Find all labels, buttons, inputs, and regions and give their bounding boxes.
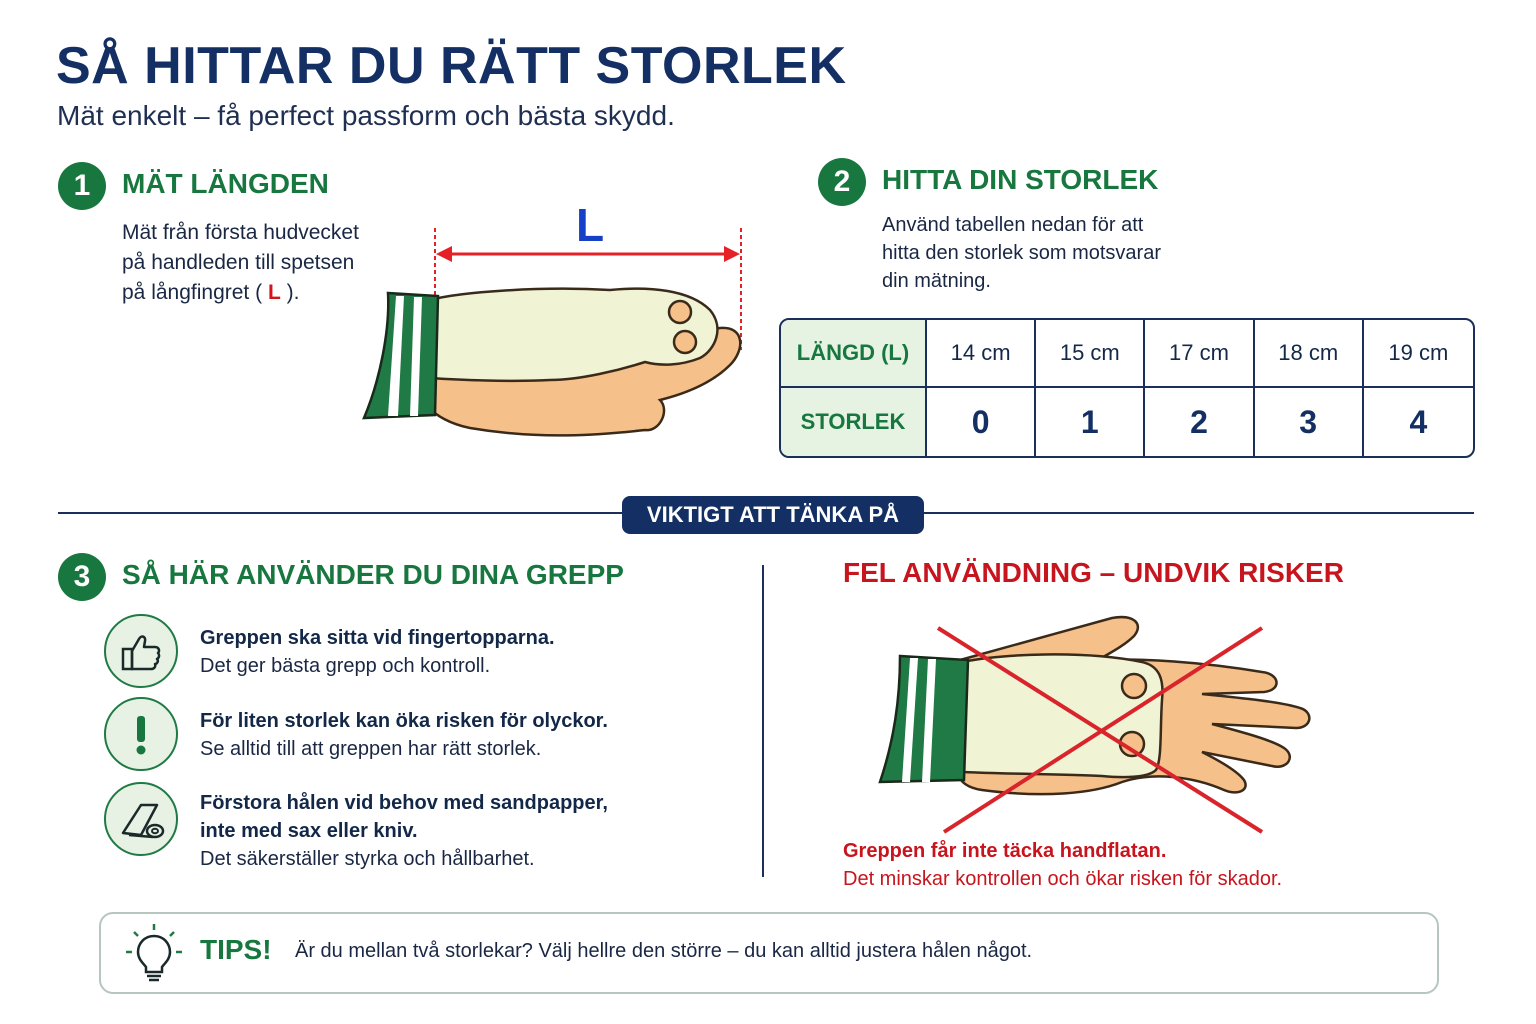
lightbulb-icon	[124, 922, 184, 984]
row-header-length: LÄNGD (L)	[781, 320, 927, 388]
sandpaper-roll-icon	[104, 782, 178, 856]
tip-item-1	[200, 624, 555, 680]
step-3-badge: 3	[58, 553, 106, 601]
measure-arrow-left	[436, 246, 452, 262]
tip-item-3-text: Det säkerställer styrka och hållbarhet.	[200, 848, 535, 870]
size-cell: 2	[1145, 388, 1254, 456]
grip-on-palm	[962, 654, 1162, 777]
tips-label: TIPS!	[200, 934, 272, 965]
measure-label-l: L	[576, 199, 605, 251]
length-cell: 15 cm	[1036, 320, 1145, 388]
step-3-title: SÅ HÄR ANVÄNDER DU DINA GREPP	[122, 559, 624, 590]
step-2-line-3: din mätning.	[882, 270, 991, 292]
step-2-badge: 2	[818, 158, 866, 206]
section-pill: VIKTIGT ATT TÄNKA PÅ	[622, 496, 924, 534]
tip-item-3-bold-2: inte med sax eller kniv.	[200, 820, 418, 842]
column-divider	[762, 565, 764, 877]
step-1-badge: 1	[58, 162, 106, 210]
tip-item-2-bold: För liten storlek kan öka risken för olyckor.	[200, 710, 608, 732]
wrong-use-illustration	[872, 610, 1312, 840]
exclamation-icon	[104, 697, 178, 771]
grip-hole-1	[669, 301, 691, 323]
step-2-line-2: hitta den storlek som motsvarar	[882, 242, 1161, 264]
thumbs-up-icon	[104, 614, 178, 688]
length-cell: 18 cm	[1255, 320, 1364, 388]
hand-measure-illustration	[360, 200, 760, 450]
length-cell: 17 cm	[1145, 320, 1254, 388]
measure-arrow-right	[724, 246, 740, 262]
length-cell: 14 cm	[927, 320, 1036, 388]
size-cell: 1	[1036, 388, 1145, 456]
grip-hole-2	[674, 331, 696, 353]
tip-item-3-bold: Förstora hålen vid behov med sandpapper,	[200, 792, 608, 814]
length-cell: 19 cm	[1364, 320, 1473, 388]
tips-text: Är du mellan två storlekar? Välj hellre den större – du kan alltid justera hålen något.	[295, 940, 1033, 962]
size-cell: 4	[1409, 403, 1428, 440]
wrong-use-warning: Greppen får inte täcka handflatan.	[843, 840, 1167, 862]
step-2-description	[882, 211, 1161, 295]
size-table	[779, 318, 1475, 458]
tip-item-1-text: Det ger bästa grepp och kontroll.	[200, 655, 491, 677]
step-1-line-3	[122, 278, 359, 308]
tip-item-3	[200, 789, 608, 873]
tip-item-2	[200, 707, 608, 763]
tip-item-2-text: Se alltid till att greppen har rätt storlek.	[200, 738, 542, 760]
wrong-use-text: Det minskar kontrollen och ökar risken för skador.	[843, 868, 1283, 890]
size-cell: 0	[927, 388, 1036, 456]
page-subtitle: Mät enkelt – få perfect passform och bästa skydd.	[57, 100, 675, 131]
wrong-use-title: FEL ANVÄNDNING – UNDVIK RISKER	[843, 557, 1344, 588]
step-1-line-3-pre: på långfingret (	[122, 281, 268, 304]
page-title: SÅ HITTAR DU RÄTT STORLEK	[56, 37, 847, 95]
tip-item-1-bold: Greppen ska sitta vid fingertopparna.	[200, 627, 555, 649]
length-l-marker: L	[267, 281, 281, 304]
step-2-line-1: Använd tabellen nedan för att	[882, 214, 1144, 236]
step-2-title: HITTA DIN STORLEK	[882, 164, 1159, 195]
step-1-description	[122, 218, 359, 308]
grip-hole-a	[1122, 674, 1146, 698]
step-1-title: MÄT LÄNGDEN	[122, 168, 329, 199]
step-1-line-1: Mät från första hudvecket	[122, 221, 359, 244]
row-header-size: STORLEK	[781, 388, 927, 456]
step-1-line-2: på handleden till spetsen	[122, 251, 355, 274]
step-1-line-3-post: ).	[280, 281, 300, 304]
size-cell: 3	[1255, 388, 1364, 456]
